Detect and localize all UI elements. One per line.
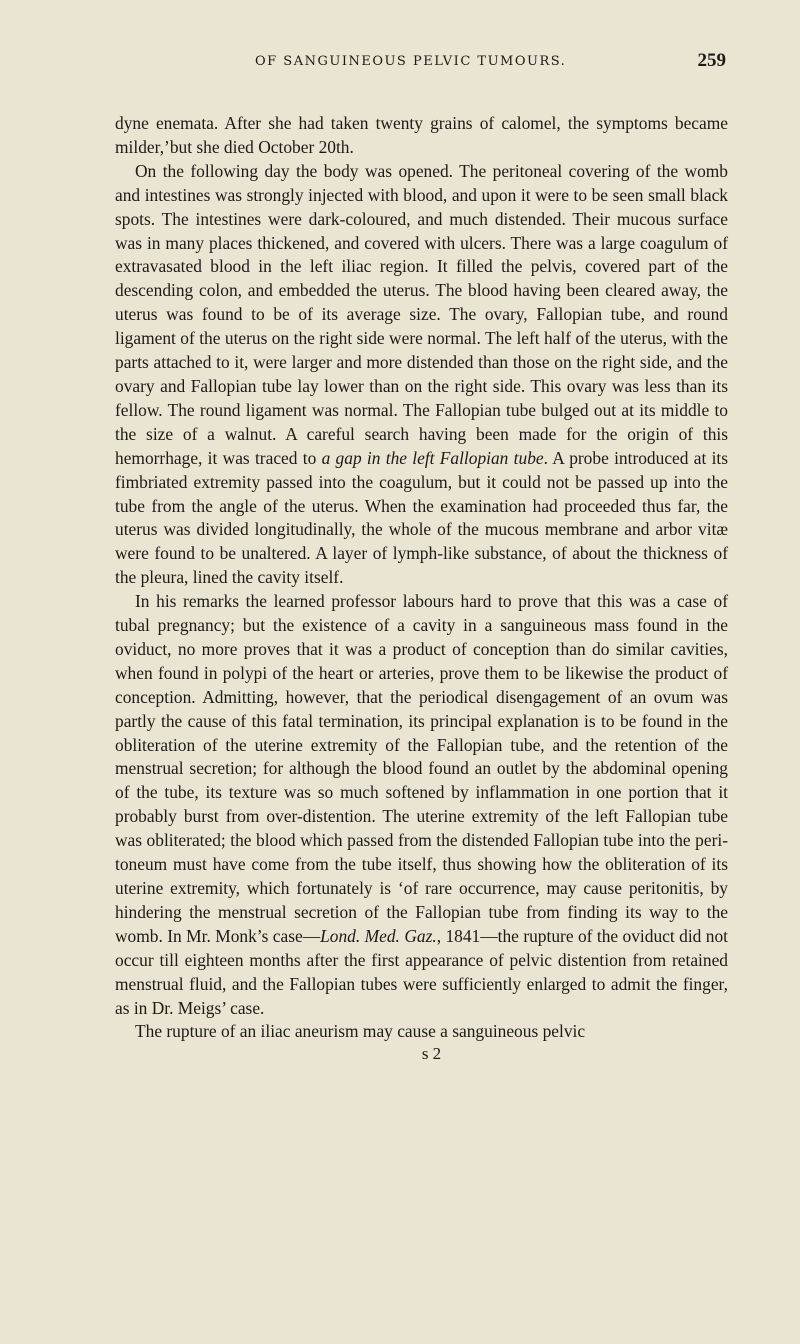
signature-mark: s 2 (421, 1044, 442, 1064)
text-run: The rupture of an iliac aneurism may cause a sanguineous pelvic (135, 1021, 586, 1042)
paragraph (115, 160, 728, 590)
text-run: In his remarks the learned professor labours hard to prove that this was a case of tubal pregnancy; but the existence of a cavity in a sanguineous mass found in the oviduct, no more proves that it was a product of conception than do similar cavities, when found in polypi of the heart or arteries, prove them to be likewise the product of conception. Admitting, however, that the periodical disengagement of an ovum was partly the cause of this fatal termination, its principal explanation is to be found in the obliteration of the uterine extremity of the Fallopian tube, and the retention of the menstrual secretion; for although the blood found an outlet by the abdominal opening of the tube, its texture was so much softened by inflammation in one portion that it probably burst from over-distention. The uterine extremity of the left Fallopian tube was obliterated; the blood which passed from the distended Fallopian tube into the peritoneum must have come from the tube itself, thus showing how the obliteration of its uterine extremity, which fortunately is ‘of rare occurrence, may cause peritonitis, by hindering the menstrual secretion of the Fallopian tube from finding its way to the womb. In Mr. Monk’s case— (115, 591, 728, 946)
text-run: . A probe introduced at its fimbriated extremity passed into the coagulum, but it could not be passed up into the tube from the angle of the uterus. When the examination had proceeded thus far, the uterus was divided longitudinally, the whole of the mucous membrane and arbor vitæ were found to be unaltered. A layer of lymph-like substance, of about the thickness of the pleura, lined the cavity itself. (115, 447, 729, 588)
text-run: , 1841—the rupture of the oviduct did not occur till eighteen months after the first appearance of pelvic distention from retained menstrual fluid, and the Fallopian tubes were sufficiently enlarged to admit the finger, as in Dr. Meigs’ case. (115, 925, 728, 1018)
paragraph (115, 112, 728, 160)
running-title: OF SANGUINEOUS PELVIC TUMOURS. (255, 54, 567, 69)
body-text (115, 112, 728, 1044)
italic-text: Lond. Med. Gaz. (320, 925, 437, 946)
running-head (115, 50, 728, 74)
paragraph (115, 1020, 728, 1044)
text-run: On the following day the body was opened. The peritoneal covering of the womb and intestines was strongly injected with blood, and upon it were to be seen small black spots. The intestines were dark-coloured, and much distended. Their mucous surface was in many places thickened, and covered with ulcers. There was a large coagulum of extravasated blood in the left iliac region. It filled the pelvis, covered part of the descending colon, and embedded the uterus. The blood having been cleared away, the uterus was found to be of its average size. The ovary, Fallopian tube, and round ligament of the uterus on the right side were normal. The left half of the uterus, with the parts attached to it, were larger and more distended than those on the right side, and the ovary and Fallopian tube lay lower than on the right side. This ovary was less than its fellow. The round ligament was normal. The Fallopian tube bulged out at its middle to the size of a walnut. A careful search having been made for the origin of this hemorrhage, it was traced to (115, 160, 728, 468)
paragraph (115, 590, 728, 1020)
text-run: dyne enemata. After she had taken twenty grains of calomel, the symptoms became milder,’but she died October 20th. (115, 113, 728, 157)
page-number: 259 (697, 50, 726, 71)
italic-text: a gap in the left Fallopian tube (321, 447, 544, 468)
